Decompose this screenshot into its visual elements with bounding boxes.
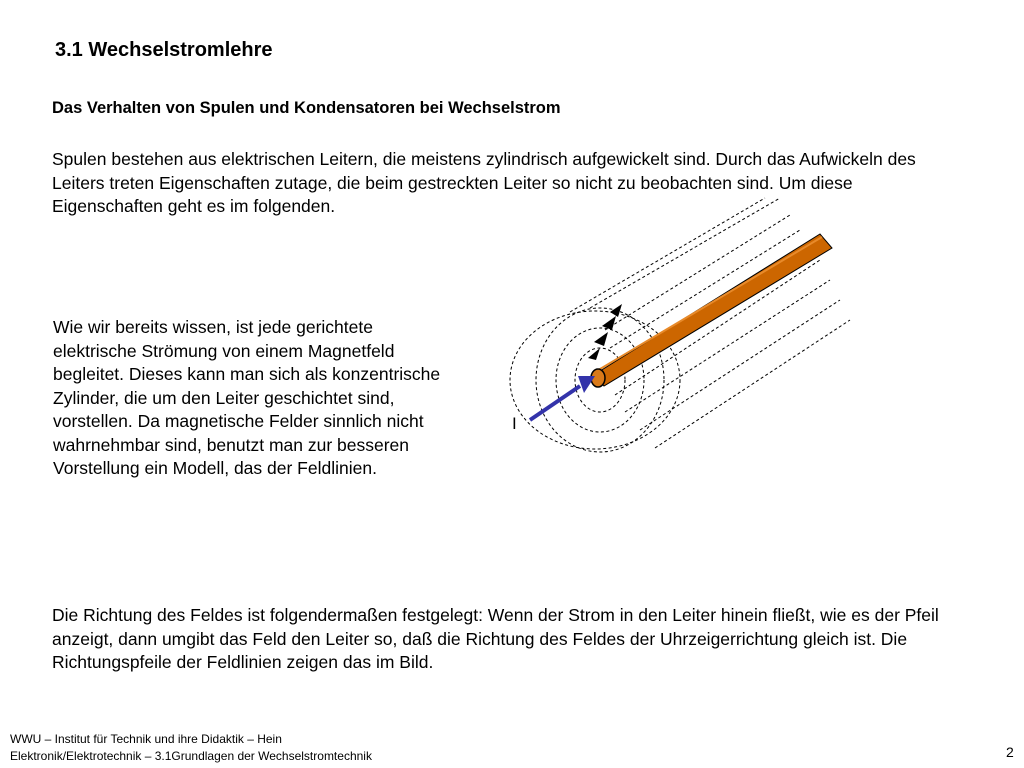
field-direction-paragraph: Die Richtung des Feldes ist folgendermaßen festgelegt: Wenn der Strom in den Leiter hinein fließt, wie es der Pfeil anzeigt, dann umgibt das Feld den Leiter so, daß die Richtung des Feldes der Uhrzeigerrichtung gleich ist. Die Richtungspfeile der Feldlinien zeigen das im Bild. <box>52 605 939 672</box>
field-model-paragraph: Wie wir bereits wissen, ist jede gerichtete elektrische Strömung von einem Magnetfeld begleitet. Dieses kann man sich als konzentrische Zylinder, die um den Leiter geschichtet sind, vorstellen. Da magnetische Felder sinnlich nicht wahrnehmbar sind, benutzt man zur besseren Vorstellung ein Modell, das der Feldlinien. <box>53 317 441 478</box>
field-line <box>655 320 850 448</box>
intro-paragraph: Spulen bestehen aus elektrischen Leitern, die meistens zylindrisch aufgewickelt sind. Durch das Aufwickeln des Leiters treten Eigenschaften zutage, die beim gestreckten Leiter so nicht zu beobachten sind. Um diese Eigenschaften geht es im folgenden. <box>52 149 916 216</box>
field-line <box>615 260 820 395</box>
section-heading: Das Verhalten von Spulen und Kondensatoren bei Wechselstrom <box>52 99 561 117</box>
footer-line-1: WWU – Institut für Technik und ihre Didaktik – Hein <box>10 732 282 746</box>
current-label: I <box>512 414 517 433</box>
field-arrow <box>602 316 616 330</box>
field-line <box>640 300 840 430</box>
field-arrow <box>588 348 600 360</box>
footer-line-2: Elektronik/Elektrotechnik – 3.1Grundlagen der Wechselstromtechnik <box>10 749 372 763</box>
magnetic-field-figure <box>500 190 860 460</box>
page-number: 2 <box>1006 744 1014 760</box>
page-title: 3.1 Wechselstromlehre <box>55 39 273 61</box>
footer <box>10 731 372 765</box>
current-arrow-icon <box>530 376 595 420</box>
field-line <box>610 230 800 348</box>
field-arrow <box>610 304 622 317</box>
field-arrow <box>594 332 608 346</box>
conductor <box>591 234 832 387</box>
